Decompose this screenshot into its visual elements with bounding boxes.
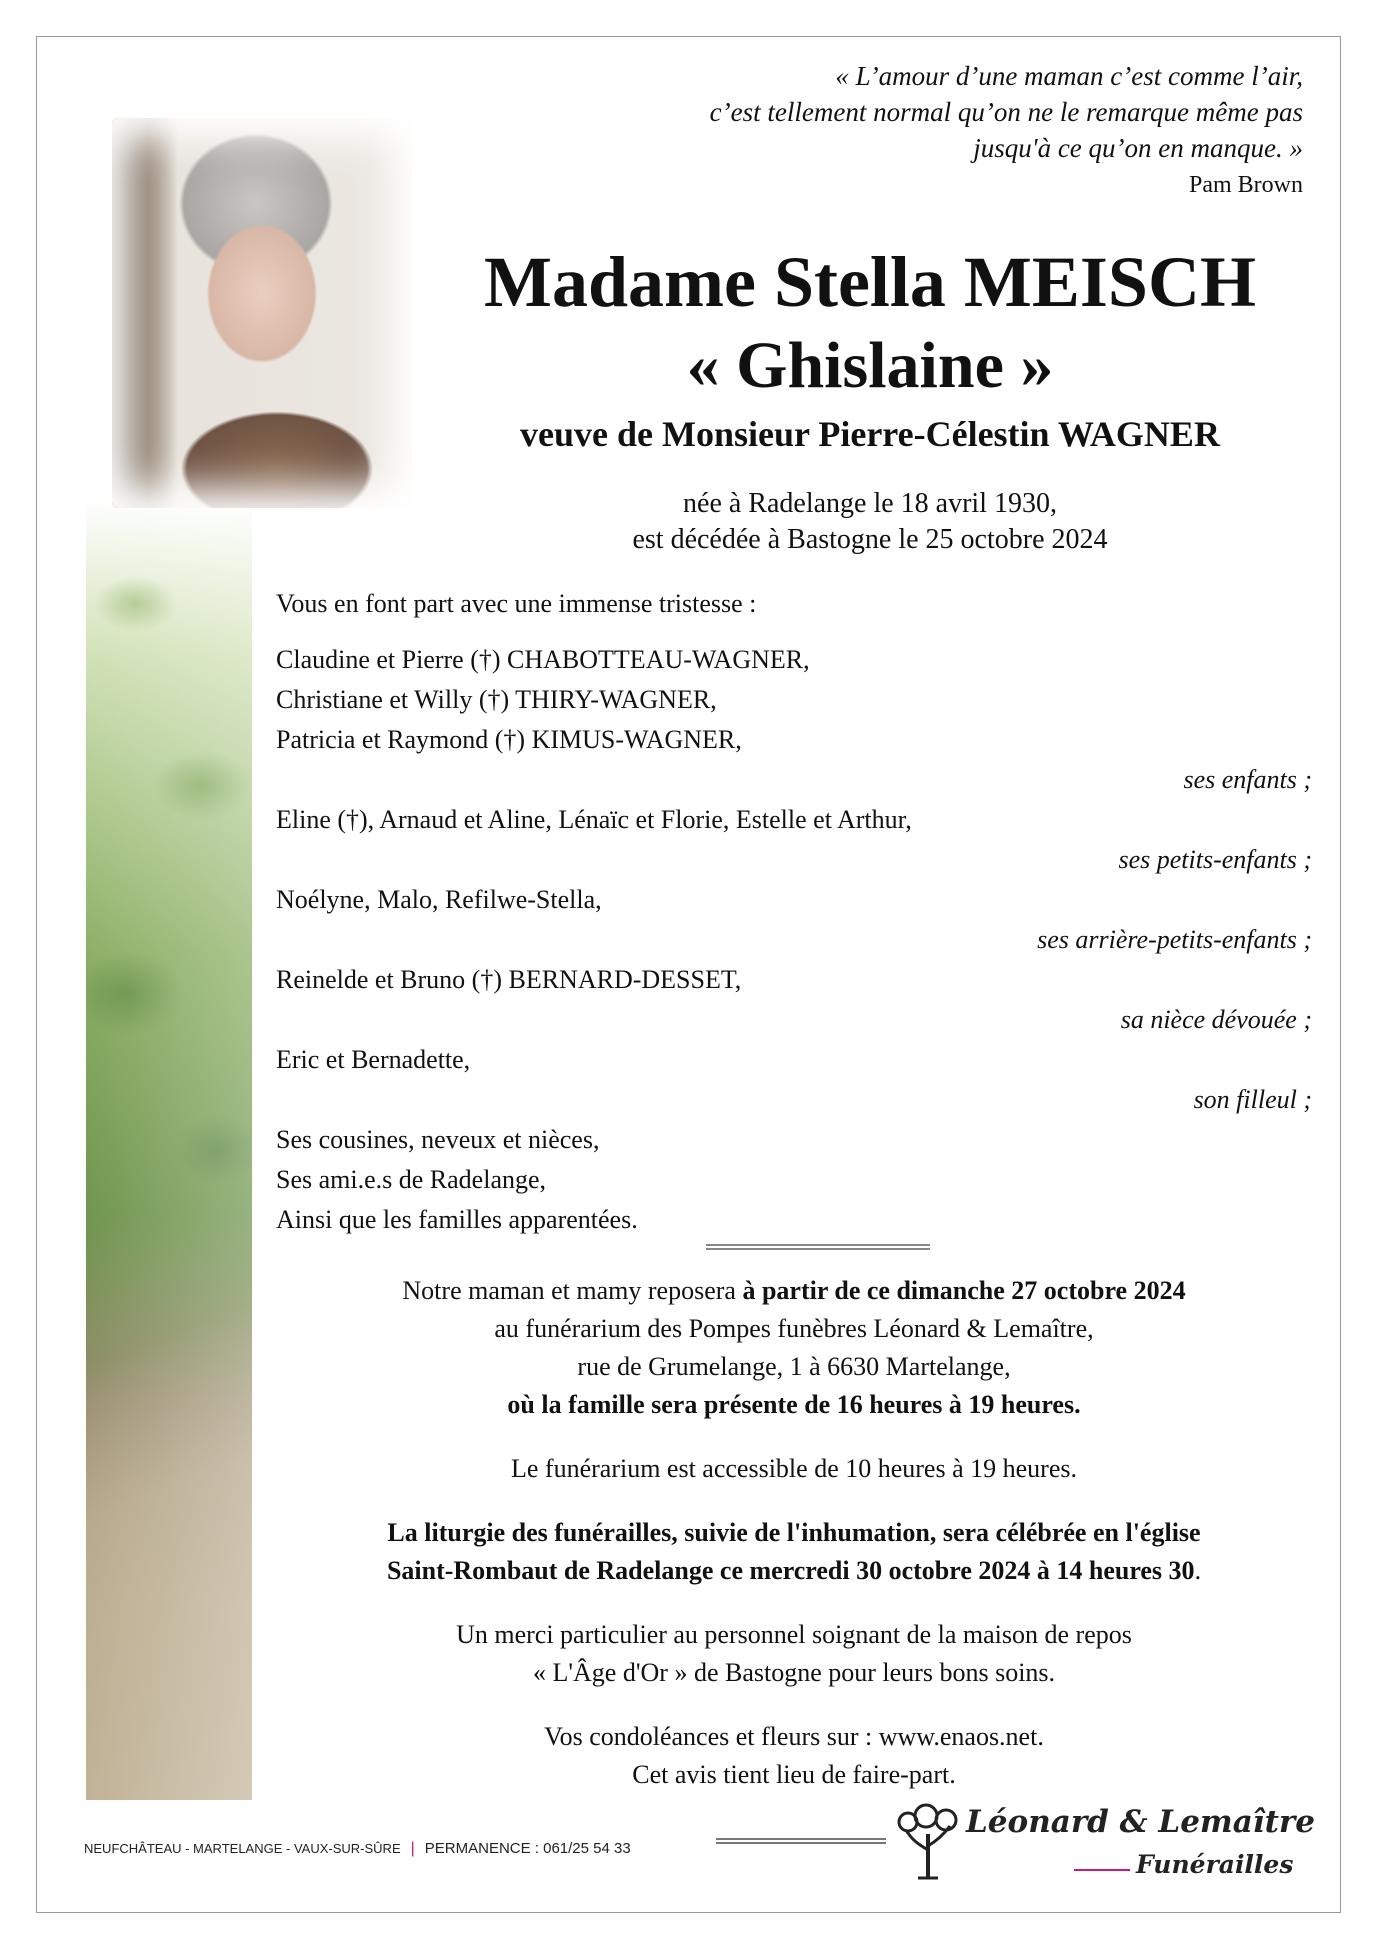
footer-locations: NEUFCHÂTEAU - MARTELANGE - VAUX-SUR-SÛRE [84, 1841, 401, 1856]
tree-logo-icon [888, 1800, 968, 1880]
death-line: est décédée à Bastogne le 25 octobre 2024 [632, 524, 1108, 555]
notice-line: Cet avis tient lieu de faire-part. [632, 1760, 956, 1789]
footer-contact [84, 1840, 631, 1858]
others-entry: Ses cousines, neveux et nièces, [276, 1125, 600, 1154]
footer-permanence: PERMANENCE : 061/25 54 33 [424, 1840, 631, 1857]
logo-subtitle: Funérailles [1130, 1850, 1299, 1879]
deceased-name: Madame Stella MEISCH [484, 242, 1256, 322]
family-presence-line: où la famille sera présente de 16 heures à 19 heures. [507, 1390, 1081, 1419]
rest-line [276, 1272, 1312, 1310]
funerarium-line: au funérarium des Pompes funèbres Léonard & Lemaître, [494, 1314, 1094, 1343]
deceased-nickname: « Ghislaine » [686, 329, 1054, 402]
quote-line: jusqu'à ce qu’on en manque. » [973, 133, 1303, 163]
others-entry: Ainsi que les familles apparentées. [276, 1205, 638, 1234]
liturgy-text: Saint-Rombaut de Radelange ce mercredi 30 octobre 2024 à 14 heures 30 [386, 1556, 1195, 1585]
footer-separator: | [410, 1840, 415, 1857]
great-grandchildren-role: ses arrière-petits-enfants ; [1037, 925, 1312, 954]
portrait-photo [112, 118, 412, 508]
liturgy-line: La liturgie des funérailles, suivie de l'inhumation, sera célébrée en l'église [387, 1518, 1201, 1547]
address-line: rue de Grumelange, 1 à 6630 Martelange, [577, 1352, 1011, 1381]
widow-of: veuve de Monsieur Pierre-Célestin WAGNER [520, 414, 1220, 454]
thanks-line: « L'Âge d'Or » de Bastogne pour leurs bons soins. [532, 1658, 1056, 1687]
forest-path-image [86, 500, 252, 1800]
godson-role: son filleul ; [1193, 1085, 1312, 1114]
child-entry: Christiane et Willy (†) THIRY-WAGNER, [276, 685, 717, 714]
condolences-line: Vos condoléances et fleurs sur : www.enaos.net. [544, 1722, 1044, 1751]
family-list [276, 584, 1312, 1240]
godson-entry: Eric et Bernadette, [276, 1045, 471, 1074]
footer-divider [716, 1838, 886, 1844]
thanks-line: Un merci particulier au personnel soignant de la maison de repos [456, 1620, 1132, 1649]
logo-name: Léonard & Lemaître [966, 1804, 1315, 1840]
rest-date: à partir de ce dimanche 27 octobre 2024 [742, 1276, 1186, 1305]
grandchildren-entry: Eline (†), Arnaud et Aline, Lénaïc et Florie, Estelle et Arthur, [276, 805, 912, 834]
liturgy-line-2 [276, 1552, 1312, 1590]
family-intro: Vous en font part avec une immense tristesse : [276, 589, 757, 618]
others-entry: Ses ami.e.s de Radelange, [276, 1165, 547, 1194]
niece-entry: Reinelde et Bruno (†) BERNARD-DESSET, [276, 965, 742, 994]
quote-line: « L’amour d’une maman c’est comme l’air, [835, 61, 1303, 91]
quote [403, 58, 1303, 166]
section-divider [706, 1244, 930, 1250]
quote-line: c’est tellement normal qu’on ne le remarque même pas [709, 97, 1303, 127]
great-grandchildren-entry: Noélyne, Malo, Refilwe-Stella, [276, 885, 602, 914]
niece-role: sa nièce dévouée ; [1120, 1005, 1312, 1034]
quote-author: Pam Brown [1189, 172, 1303, 198]
funeral-info [276, 1272, 1312, 1794]
rest-prefix: Notre maman et mamy reposera [402, 1276, 743, 1305]
access-line: Le funérarium est accessible de 10 heures à 19 heures. [511, 1454, 1077, 1483]
forest-path-shape [86, 1240, 252, 1800]
child-entry: Patricia et Raymond (†) KIMUS-WAGNER, [276, 725, 742, 754]
child-entry: Claudine et Pierre (†) CHABOTTEAU-WAGNER, [276, 645, 810, 674]
birth-death-info [420, 486, 1320, 558]
grandchildren-role: ses petits-enfants ; [1118, 845, 1312, 874]
children-role: ses enfants ; [1183, 765, 1312, 794]
liturgy-end: . [1194, 1556, 1202, 1585]
birth-line: née à Radelange le 18 avril 1930, [683, 488, 1057, 519]
